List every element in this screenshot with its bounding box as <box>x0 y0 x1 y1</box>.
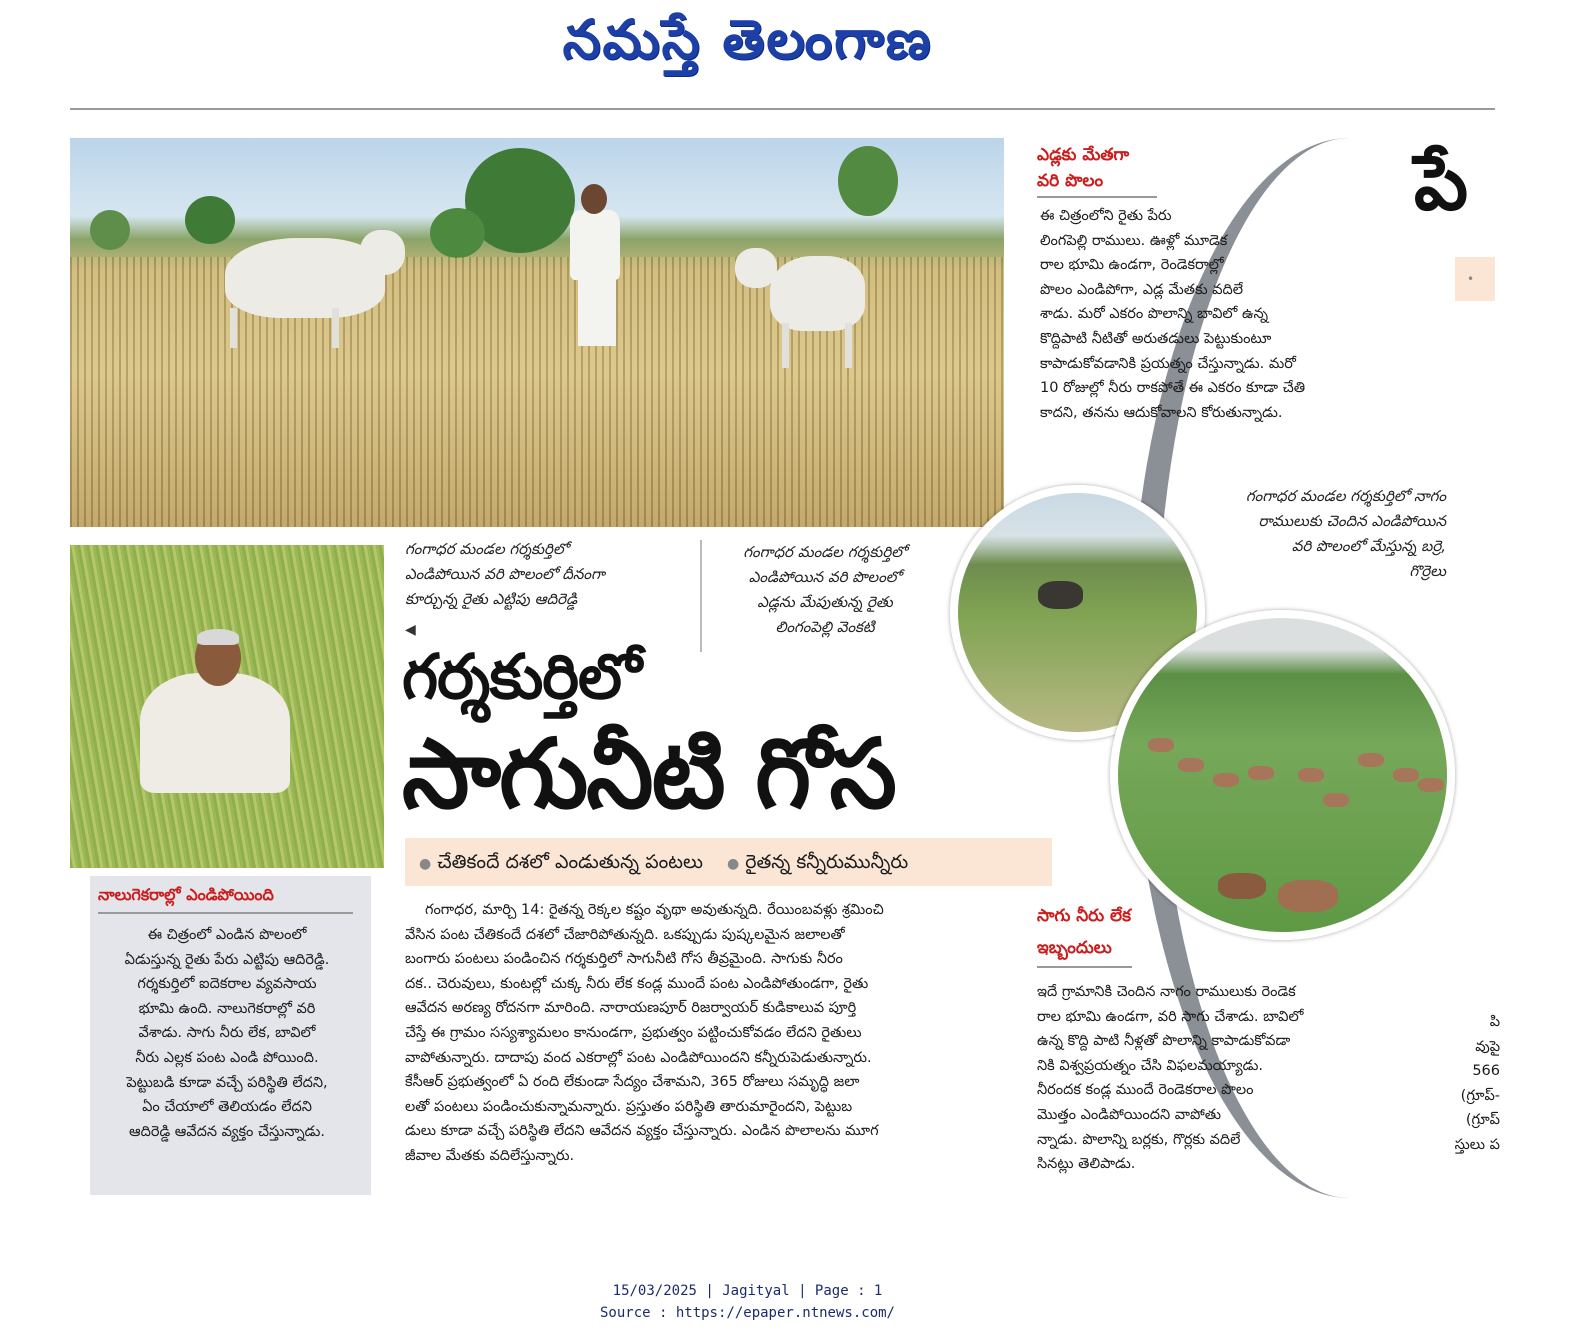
goat <box>1178 758 1204 772</box>
farmer-standing <box>570 210 620 280</box>
caption-circle-photo: గంగాధర మండల గర్శకుర్తిలో నాగం రాములుకు చెందిన ఎండిపోయిన వరి పొలంలో మేస్తున్న బర్రె, గొర్రెలు <box>1245 487 1446 580</box>
bullet-icon: • <box>1467 272 1475 286</box>
goat <box>1248 766 1274 780</box>
caption-left-photo: గంగాధర మండల గర్శకుర్తిలో ఎండిపోయిన వరి పొలంలో దీనంగా కూర్చున్న రైతు ఎట్టిపు ఆదిరెడ్డి <box>405 540 605 608</box>
side-story-1-body: ఈ చిత్రంలోని రైతు పేరు లింగపెల్లి రాములు. ఊళ్లో మూడెక రాల భూమి ఉండగా, రెండెకరాల్లో పొలం ఎండిపోగా, ఎడ్ల మేతకు వదిలే శాడు. మరో ఎకరం పొలాన్ని బావిలో ఉన్న కొద్దిపాటి నీటితో అరుతడులు పెట్టుకుంటూ కాపాడుకోవడానికి ప్రయత్నం చేస్తున్నాడు. మరో 10 రోజుల్లో నీరు రాకపోతే ఈ ఎకరం కూడా చేతి కాదని, తనను ఆదుకోవాలని కోరుతున్నాడు. <box>1040 208 1306 421</box>
next-article-strap <box>1455 257 1495 301</box>
bullet-icon: ● <box>419 856 432 872</box>
tree <box>838 146 898 216</box>
bullock-leg <box>845 323 852 368</box>
photo-circle-goats <box>1110 610 1455 940</box>
side-story-1-rule <box>1037 196 1157 198</box>
buffalo <box>1038 581 1083 609</box>
bullock-leg <box>332 308 339 348</box>
goat <box>1148 738 1174 752</box>
strap-point-1: చేతికందే దశలో ఎండుతున్న పంటలు <box>437 851 703 873</box>
bullock-right <box>770 256 865 331</box>
photo-distressed-farmer <box>70 545 384 868</box>
farmer-body <box>140 673 290 793</box>
left-story-body: ఈ చిత్రంలో ఎండిన పొలంలో ఏడుస్తున్న రైతు పేరు ఎట్టిపు ఆదిరెడ్డి. గర్శకుర్తిలో ఐదెకరాల వ్యవసాయ భూమి ఉంది. నాలుగెకరాల్లో వరి వేశాడు. సాగు నీరు లేక, బావిలో నీరు ఎల్లక పంట ఎండి పోయింది. పెట్టుబడి కూడా వచ్చే పరిస్థితి లేదని, ఏం చేయాలో తెలియడం లేదని ఆదిరెడ్డి ఆవేదన వ్యక్తం చేస్తున్నాడు. <box>124 927 330 1140</box>
next-article-title-fragment: పే <box>1414 138 1469 227</box>
bullet-icon: ● <box>727 856 740 872</box>
headline-line-1: గర్శకుర్తిలో <box>402 640 641 713</box>
goat <box>1278 880 1338 912</box>
next-article-body-fragment: పి వుపై 566 (గ్రూప్- (గ్రూప్ స్తులు ప <box>1454 1014 1500 1153</box>
bullock-leg <box>230 308 237 348</box>
farmer-hair <box>197 629 239 645</box>
side-story-1-title: ఎడ్లకు మేతగా వరి పొలం <box>1037 145 1130 191</box>
masthead-rule <box>70 108 1495 110</box>
photo-bullocks-field <box>70 138 1004 527</box>
left-story-title: నాలుగెకరాల్లో ఎండిపోయింది <box>98 885 274 904</box>
tree <box>185 196 235 244</box>
goat <box>1393 768 1419 782</box>
footer-source-link[interactable]: Source : https://epaper.ntnews.com/ <box>599 1305 895 1321</box>
farmer-dhoti <box>578 276 616 346</box>
tree <box>430 208 485 258</box>
goat <box>1323 793 1349 807</box>
bullock-head <box>360 230 405 275</box>
caption-top-photo: గంగాధర మండల గర్శకుర్తిలో ఎండిపోయిన వరి పొలంలో ఎడ్లను మేపుతున్న రైతు లింగంపెల్లి వెంకటి <box>743 543 907 636</box>
headline-line-2: సాగునీటి గోస <box>402 718 895 830</box>
farmer-head <box>581 184 607 214</box>
goat <box>1418 778 1444 792</box>
goat <box>1298 768 1324 782</box>
masthead-title: నమస్తే తెలంగాణ <box>562 8 933 71</box>
bullock-head <box>735 248 777 288</box>
tree <box>90 210 130 250</box>
side-story-2-title: సాగు నీరు లేక ఇబ్బందులు <box>1037 906 1131 958</box>
bullock-leg <box>782 323 789 368</box>
strap-point-2: రైతన్న కన్నీరుమున్నీరు <box>745 851 909 873</box>
headline-strap <box>405 838 1052 886</box>
arrow-left-icon: ◀ <box>405 622 416 638</box>
goat <box>1213 773 1239 787</box>
footer-date-edition: 15/03/2025 | Jagityal | Page : 1 <box>612 1283 883 1299</box>
side-story-2-rule <box>1037 966 1132 968</box>
caption-divider <box>700 540 702 652</box>
left-story-rule <box>98 912 353 914</box>
side-story-2-body: ఇదే గ్రామానికి చెందిన నాగం రాములుకు రెండెక రాల భూమి ఉండగా, వరి సాగు చేశాడు. బావిలో ఉన్న కొద్ది పాటి నీళ్లతో పొలాన్ని కాపాడుకోవడా నికి విశ్వప్రయత్నం చేసి విఫలమయ్యాడు. నీరందక కండ్ల ముందే రెండెకరాల పొలం మొత్తం ఎండిపోయిందని వాపోతు న్నాడు. పొలాన్ని బర్లకు, గొర్లకు వదిలే సినట్లు తెలిపాడు. <box>1037 984 1304 1173</box>
goat <box>1218 873 1266 899</box>
main-article-body: గంగాధర, మార్చి 14: రైతన్న రెక్కల కష్టం వృథా అవుతున్నది. రేయింబవళ్లు శ్రమించి వేసిన పంట చేతికందే దశలో చేజారిపోతున్నది. ఒకప్పుడు పుష్కలమైన జలాలతో బంగారు పంటలు పండించిన గర్శకుర్తిలో సాగునీటి గోస తీవ్రమైంది. సాగుకు నీరం దక.. చెరువులు, కుంటల్లో చుక్క నీరు లేక కండ్ల ముందే పంట ఎండిపోతుండగా, రైతు ఆవేదన అరణ్య రోదనగా మారింది. నారాయణపూర్ రిజర్వాయర్ కుడికాలువ పూర్తి చేస్తే ఈ గ్రామం సస్యశ్యామలం కానుండగా, ప్రభుత్వం పట్టించుకోవడం లేదని రైతులు వాపోతున్నారు. దాదాపు వంద ఎకరాల్లో పంట ఎండిపోయిందని కన్నీరుపెడుతున్నారు. కేసీఆర్ ప్రభుత్వంలో ఏ రంది లేకుండా సేద్యం చేశామని, 365 రోజులు సమృద్ధి జలా లతో పంటలు పండించుకున్నామన్నారు. ప్రస్తుతం పరిస్థితి తారుమారైందని, పెట్టుబ డులు కూడా వచ్చే పరిస్థితి లేదని ఆవేదన వ్యక్తం చేస్తున్నారు. ఎండిన పొలాలను మూగ జీవాల మేతకు వదిలేస్తున్నారు. <box>405 902 884 1164</box>
goat <box>1358 753 1384 767</box>
